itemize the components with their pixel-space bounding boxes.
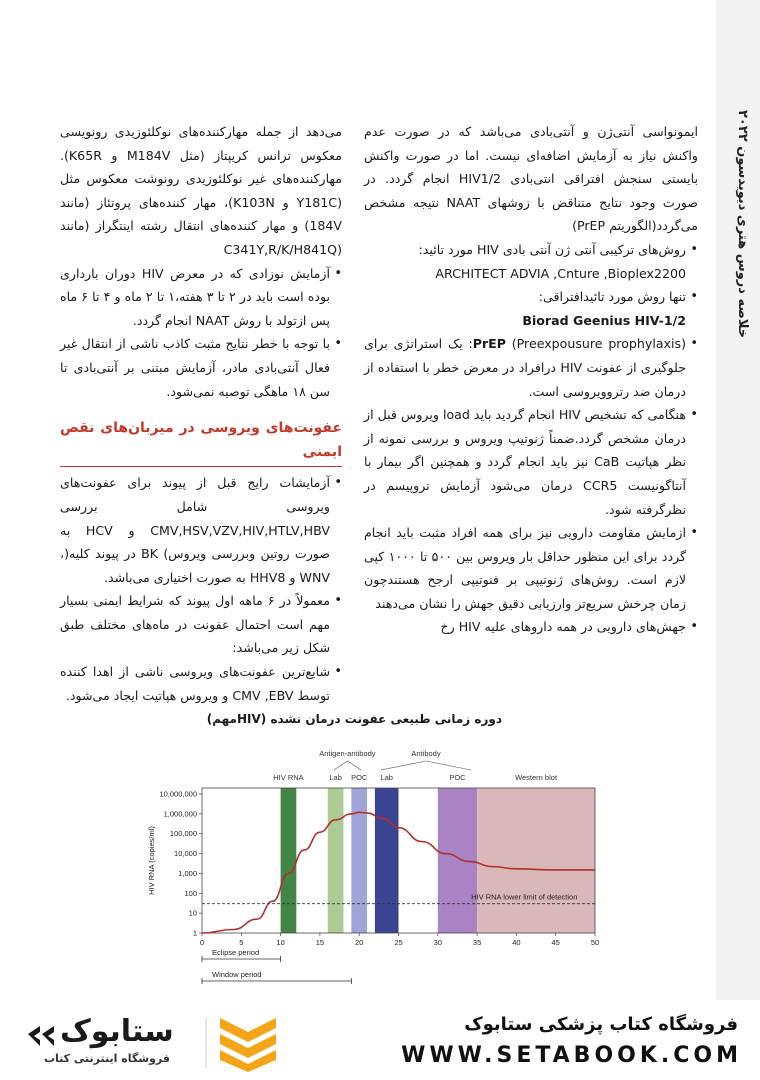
test-band xyxy=(281,788,297,933)
bullet-term: PrEP xyxy=(472,336,506,352)
bullet-text: با توجه با خطر نتایج مثبت کاذب ناشی از انتقال غیر فعال آنتی‌بادی مادر، آزمایش مبتنی بر آنتی‌بادی تا سن ۱۸ ماهگی توصیه نمی‌شود. xyxy=(60,336,330,399)
band-label: POC xyxy=(449,773,466,782)
bullet-text: روش‌های ترکیبی آنتی ژن آنتی بادی HIV مورد تائید: xyxy=(418,241,686,257)
y-tick-label: 1,000 xyxy=(178,868,197,878)
band-label: HIV RNA xyxy=(273,773,304,782)
x-tick-label: 0 xyxy=(199,938,205,947)
band-group-label: Antibody xyxy=(411,749,441,758)
section-title: عفونت‌های ویروسی در میزبان‌های نقص ایمنی xyxy=(60,417,342,467)
logo-chevrons-icon xyxy=(220,1018,276,1072)
band-label: POC xyxy=(351,773,368,782)
x-tick-label: 30 xyxy=(433,938,442,947)
list-item xyxy=(60,589,342,660)
y-tick-label: 10 xyxy=(188,908,197,918)
logo-subtitle: فروشگاه اینترنتی کتاب xyxy=(44,1052,170,1065)
paragraph: می‌دهد از جمله مهارکننده‌های نوکلئوزیدی رونویسی معکوس ترانس کریپتاز (مثل M184V و K65R). مهارکننده‌های غیر نوکلئوزیدی رونوشت معکوس مثل (Y181C و K103N)، مهار کننده‌های پروتئاز (مانند 184V) و مهار کننده‌های انتقال رشته اینتگراز (مانند (C341Y,R/K/H841Q xyxy=(60,124,342,257)
list-item xyxy=(60,660,342,707)
band-label: Lab xyxy=(380,773,393,782)
x-tick-label: 20 xyxy=(355,938,364,947)
list-item xyxy=(364,615,698,639)
x-tick-label: 5 xyxy=(239,938,244,947)
band-group-label: Antigen-antibody xyxy=(319,749,376,758)
bullet-text: معمولاً در ۶ ماهه اول پیوند که شرایط ایمنی بسیار مهم است احتمال عفونت در ماه‌های مختلف طبق شکل زیر می‌باشد: xyxy=(60,593,330,656)
side-header: خلاصه دروس هتری دیویدسون ۲۰۲۲ xyxy=(735,110,750,339)
list-item xyxy=(364,238,698,285)
bullet-text: آزمایش نوزادی که در معرض HIV دوران بارداری بوده است باید در ۲ تا ۳ هفته،۱ تا ۲ ماه و ۴ تا ۶ ماه پس ازتولد با روش NAAT انجام گردد. xyxy=(60,265,330,328)
test-band xyxy=(438,788,477,933)
right-column xyxy=(364,120,698,639)
x-tick-label: 15 xyxy=(315,938,325,947)
test-band xyxy=(375,788,399,933)
list-item xyxy=(60,471,342,589)
y-tick-label: 100,000 xyxy=(169,829,197,839)
y-axis-label: HIV RNA (copies/ml) xyxy=(147,826,156,895)
y-tick-label: 1,000,000 xyxy=(163,809,197,819)
bullet-text: ازمایش مقاومت دارویی نیز برای همه افراد مثبت باید انجام گردد برای این منظور حداقل بار ویروس بین ۵۰۰ تا ۱۰۰۰ کپی لازم است. روش‌های ژنوتیپی بر فنوتیپی ارجح هستندچون زمان چرخش سریع‌تر وارزیابی دقیق جهش را نشان می‌دهند xyxy=(364,525,687,611)
list-item xyxy=(364,332,698,403)
logo-arrows-icon xyxy=(28,1026,54,1046)
bullet-text: آزمایشات رایج قبل از پیوند برای عفونت‌های ویروسی شامل بررسی CMV,HSV,VZV,HIV,HTLV,HBV و HCV به صورت روتین وبررسی ویروس) BK در پیوند کلیه(، WNV و HHV8 به صورت اختیاری می‌باشد. xyxy=(60,475,330,585)
y-tick-label: 10,000 xyxy=(174,849,197,859)
test-band xyxy=(328,788,344,933)
test-band xyxy=(351,788,367,933)
logo-text: ستابوک xyxy=(60,1014,174,1049)
y-tick-label: 10,000,000 xyxy=(159,789,197,799)
bullet-text: هنگامی که تشخیص HIV انجام گردید باید load ویروس قبل از درمان مشخص گردد.ضمناً ژنوتیپ ویروس و بررسی نمونه از نظر هپاتیت CaB نیز باید انجام گردد و همچنین اگر بیمار با آنتاگونیست CCR5 درمان می‌شود آزمایش تروپیسم در نظرگرفته شود. xyxy=(364,407,687,517)
x-tick-label: 50 xyxy=(590,938,600,947)
list-item xyxy=(364,521,698,615)
bullet-text-bold: Biorad Geenius HIV-1/2 xyxy=(522,312,686,328)
list-item xyxy=(60,262,342,333)
list-item xyxy=(364,403,698,521)
x-tick-label: 45 xyxy=(551,938,560,947)
x-tick-label: 10 xyxy=(276,938,285,947)
x-tick-label: 25 xyxy=(394,938,403,947)
period-label: Eclipse period xyxy=(212,948,260,957)
bullet-text: شایع‌ترین عفونت‌های ویروسی ناشی از اهدا کننده توسط CMV ,EBV و ویروس هپاتیت ایجاد می‌شود. xyxy=(60,664,330,703)
bullet-text: جهش‌های دارویی در همه داروهای علیه HIV رخ xyxy=(440,619,686,635)
band-group-bracket xyxy=(334,761,361,770)
list-item xyxy=(60,332,342,403)
paragraph: ایمونواسی آنتی‌ژن و آنتی‌بادی می‌باشد که در صورت عدم واکنش نیاز به آزمایش اضافه‌ای نیست. اما در صورت واکنش بایستی سنجش افتراقی انتی‌بادی HIV1/2 انجام گردد. در صورت وجود نتایج متناقض با زوشهای NAAT نتیجه مشخص می‌گردد(الگوریتم PrEP) xyxy=(364,124,698,234)
x-tick-label: 35 xyxy=(472,938,482,947)
threshold-label: HIV RNA lower limit of detection xyxy=(471,892,578,902)
bullet-text-ltr: ARCHITECT ADVIA ,Cnture ,Bioplex2200 xyxy=(435,265,686,281)
left-column xyxy=(60,120,342,707)
band-group-bracket xyxy=(381,761,471,770)
store-url-text: WWW.SETABOOK.COM xyxy=(401,1043,742,1068)
bullet-text: (Preexpousure prophylaxis): یک استراتژی برای جلوگیری از عفونت HIV درافراد در معرض خطر با استفاده از درمان ضد رتروویروسی است. xyxy=(364,336,686,399)
bullet-text: تنها روش مورد تائیدافتراقی: xyxy=(538,289,686,305)
list-item xyxy=(364,285,698,332)
figure-caption: دوره زمانی طبیعی عفونت درمان نشده (HIVمهم) xyxy=(206,712,502,726)
band-label: Western blot xyxy=(515,773,558,782)
x-tick-label: 40 xyxy=(512,938,521,947)
test-band xyxy=(477,788,595,933)
store-name: فروشگاه کتاب پزشکی ستابوک xyxy=(464,1014,738,1035)
period-label: Window period xyxy=(212,970,262,979)
store-url[interactable] xyxy=(401,1043,742,1068)
hiv-rna-chart xyxy=(140,725,620,990)
band-label: Lab xyxy=(329,773,342,782)
y-tick-label: 100 xyxy=(184,888,197,898)
y-tick-label: 1 xyxy=(192,928,197,938)
